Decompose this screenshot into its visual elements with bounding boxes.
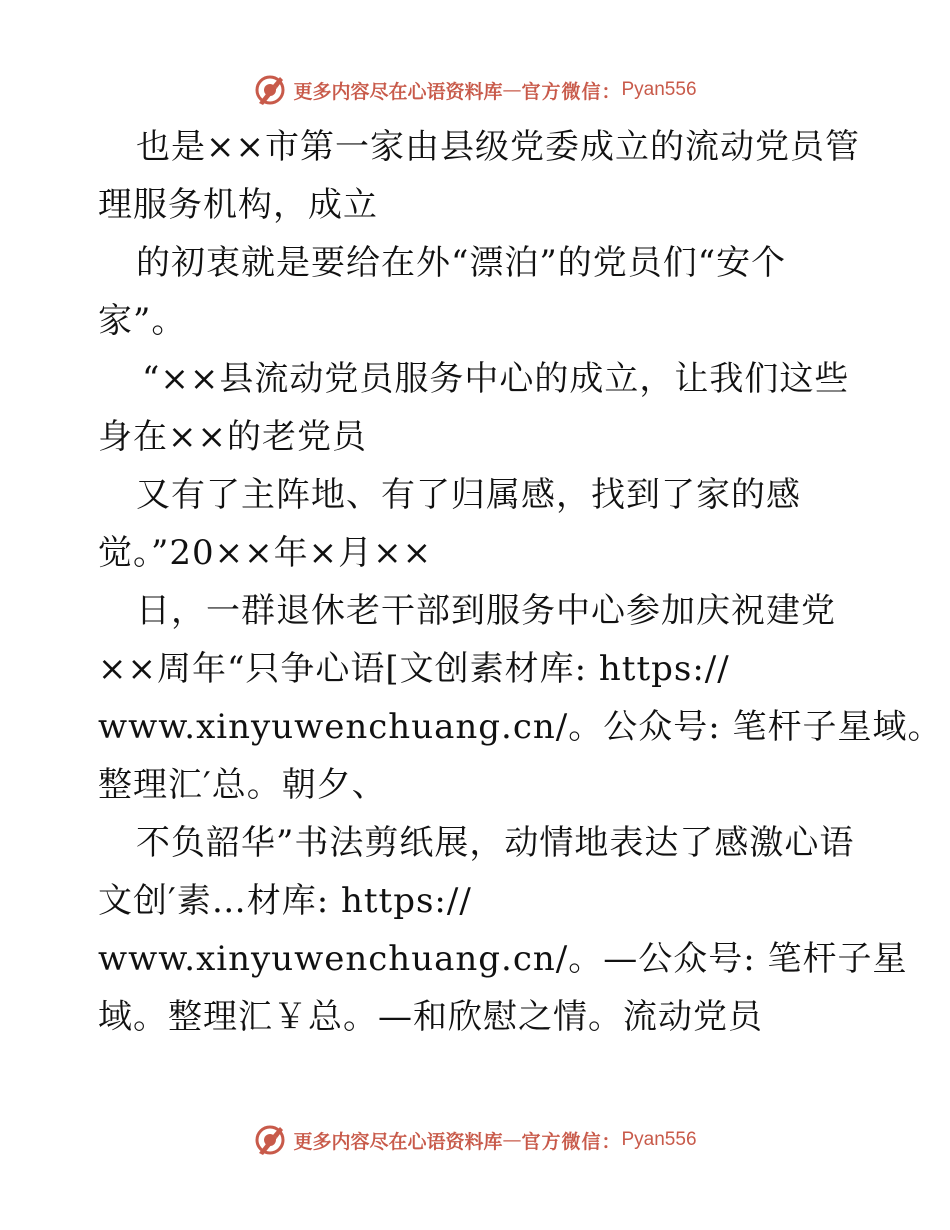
text-line: 的初衷就是要给在外“漂泊”的党员们“安个 <box>136 243 787 283</box>
text-line: 也是××市第一家由县级党委成立的流动党员管 <box>136 127 860 167</box>
text-line: 域。整理汇￥总。—和欣慰之情。流动党员 <box>98 997 763 1037</box>
text-line: www.xinyuwenchuang.cn/。公众号: 笔杆子星域。 <box>98 707 943 747</box>
pen-logo-icon <box>253 1123 287 1157</box>
text-line: 不负韶华”书法剪纸展，动情地表达了感激心语 <box>136 823 855 863</box>
text-line: 整理汇′总。朝夕、 <box>98 765 387 805</box>
banner-wechat-label: 官方微信： <box>521 1130 622 1153</box>
header-banner <box>0 70 950 110</box>
text-line: 家”。 <box>98 301 187 341</box>
banner-text: 更多内容尽在心语资料库 <box>293 80 503 103</box>
text-line: 日，一群退休老干部到服务中心参加庆祝建党 <box>136 591 836 631</box>
banner-separator: — <box>502 1129 522 1151</box>
text-line: 觉。”20××年×月×× <box>98 533 433 573</box>
text-line: www.xinyuwenchuang.cn/。—公众号: 笔杆子星 <box>98 939 908 979</box>
banner-separator: — <box>502 79 522 101</box>
banner-wechat-id: Pyan556 <box>621 79 697 100</box>
banner-wechat-id: Pyan556 <box>621 1129 697 1150</box>
text-line: 身在××的老党员 <box>98 417 367 457</box>
text-line: ××周年“只争心语[文创素材库: https:// <box>98 649 730 689</box>
text-line: 文创′素…材库: https:// <box>98 881 472 921</box>
pen-logo-icon <box>253 73 287 107</box>
document-body <box>98 118 943 1046</box>
text-line: “××县流动党员服务中心的成立，让我们这些 <box>142 359 850 399</box>
text-line: 理服务机构，成立 <box>98 185 378 225</box>
banner-wechat-label: 官方微信： <box>521 80 622 103</box>
footer-banner <box>0 1120 950 1160</box>
banner-text: 更多内容尽在心语资料库 <box>293 1130 503 1153</box>
text-line: 又有了主阵地、有了归属感，找到了家的感 <box>136 475 801 515</box>
